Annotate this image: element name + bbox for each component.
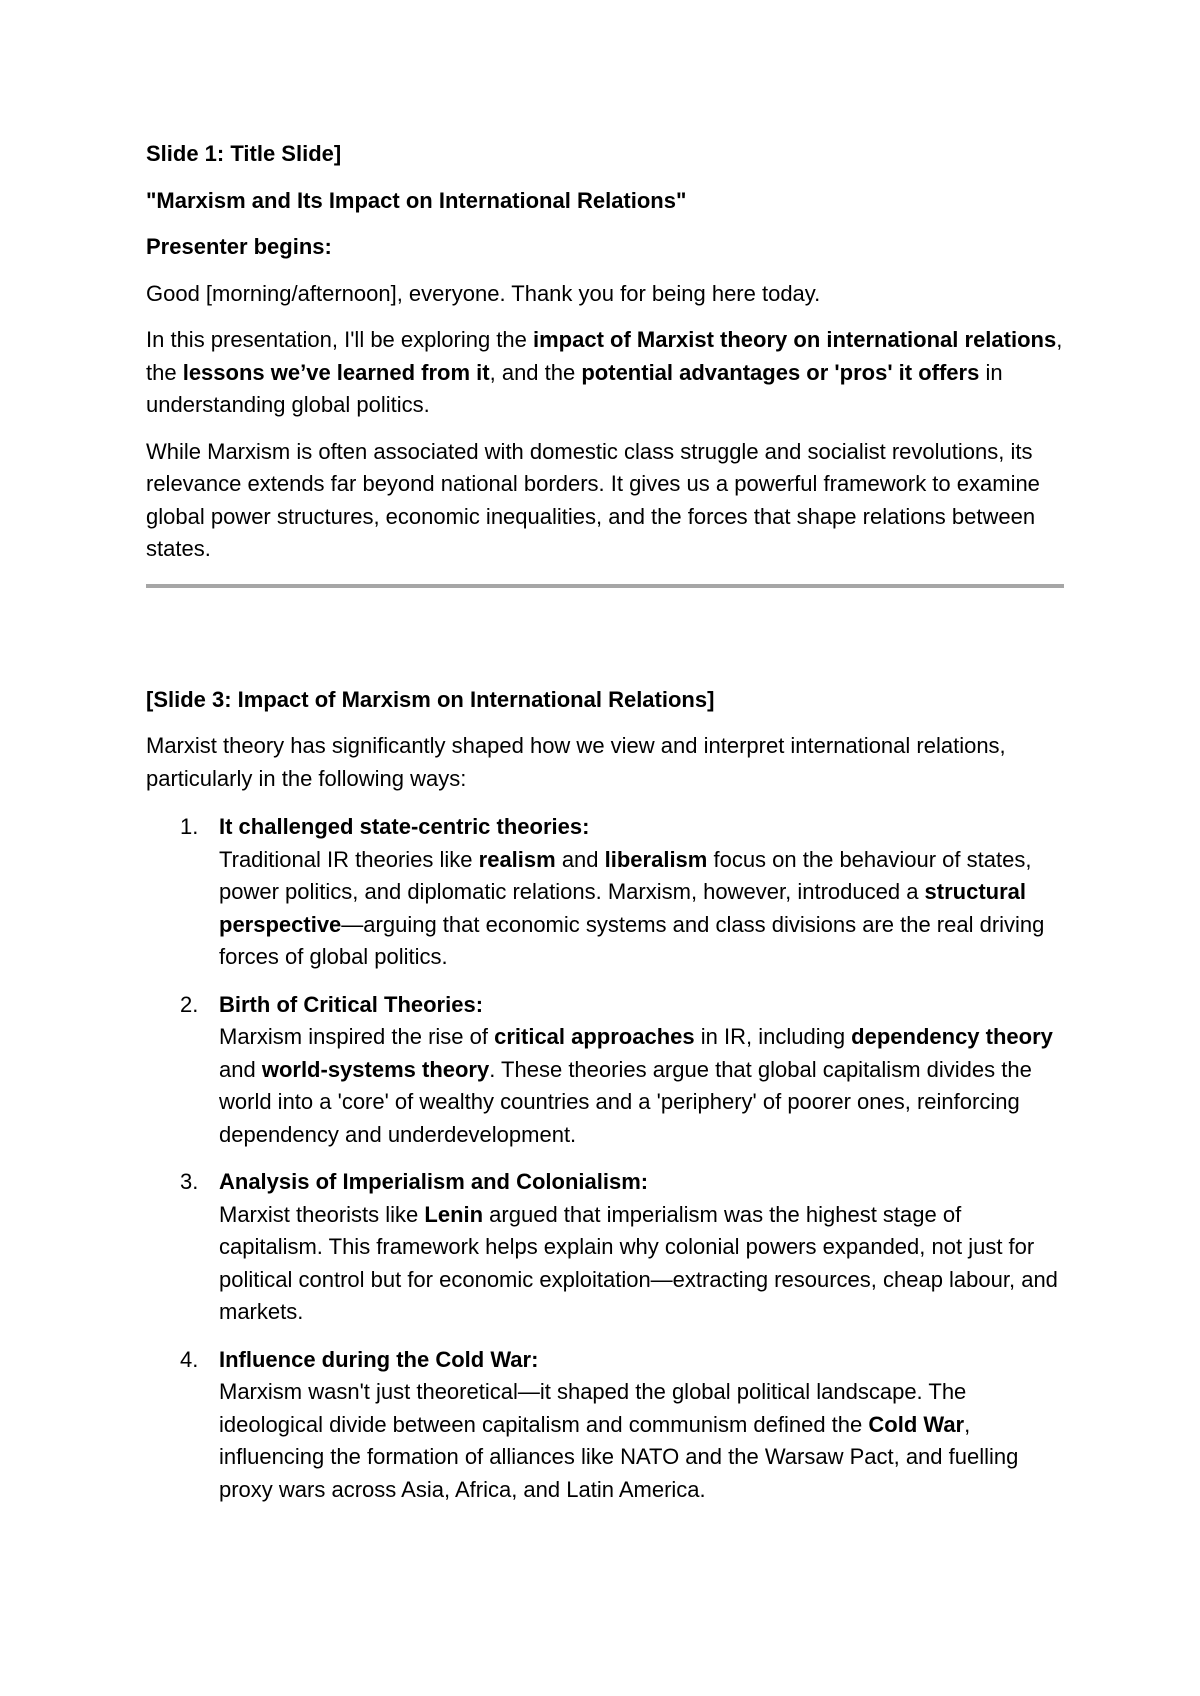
text-run: . These theories argue that global capitalism divides the world into a 'core' of wealthy countries and a 'periphery' of poorer ones, reinforcing dependency and underdevelopment. <box>219 1056 1032 1147</box>
text-run: Marxism inspired the rise of <box>219 1024 495 1049</box>
text-run: —arguing that economic systems and class divisions are the real driving forces of global politics. <box>219 911 1045 969</box>
text-run: Marxism wasn't just theoretical—it shaped the global political landscape. The ideological divide between capitalism and communism defined the <box>219 1379 967 1437</box>
list-item <box>146 989 1066 1152</box>
text-run-bold: realism <box>478 846 556 872</box>
list-item-title: Influence during the Cold War: <box>219 1346 539 1372</box>
text-run: in understanding global politics. <box>146 359 1003 417</box>
impact-list <box>146 811 1066 1506</box>
list-item-body <box>219 1199 1066 1329</box>
list-item-title: Birth of Critical Theories: <box>219 991 484 1017</box>
text-run-bold: Lenin <box>424 1201 484 1227</box>
greeting-paragraph: Good [morning/afternoon], everyone. Thank you for being here today. <box>146 280 821 306</box>
slide3-intro: Marxist theory has significantly shaped how we view and interpret international relations, particularly in the following ways: <box>146 733 1006 791</box>
text-run: , influencing the formation of alliances like NATO and the Warsaw Pact, and fuelling proxy wars across Asia, Africa, and Latin America. <box>219 1411 1019 1502</box>
text-run: , the <box>146 327 1063 385</box>
list-item-title: It challenged state-centric theories: <box>219 814 590 839</box>
text-run-bold: Cold War <box>868 1411 965 1437</box>
list-item-body <box>219 1376 1066 1506</box>
text-run: and <box>219 1056 262 1082</box>
body-paragraph: While Marxism is often associated with domestic class struggle and socialist revolutions, its relevance extends far beyond national borders. It gives us a powerful framework to examine global power structures, economic inequalities, and the forces that shape relations between states. <box>146 438 1040 561</box>
list-item-title: Analysis of Imperialism and Colonialism: <box>219 1169 649 1194</box>
slide1-heading: Slide 1: Title Slide] <box>146 141 342 166</box>
text-run: argued that imperialism was the highest stage of capitalism. This framework helps explain why colonial powers expanded, not just for political control but for economic exploitation—extracting resources, cheap labour, and markets. <box>219 1201 1058 1324</box>
list-number: 2. <box>180 991 199 1017</box>
section-spacer <box>146 588 1066 684</box>
text-run-bold: impact of Marxist theory on international relations <box>533 327 1057 352</box>
slide3-heading: [Slide 3: Impact of Marxism on International Relations] <box>146 686 715 712</box>
list-item <box>146 811 1066 974</box>
text-run-bold: lessons we’ve learned from it <box>182 359 490 385</box>
text-run: in IR, including <box>694 1024 852 1049</box>
text-run-bold: dependency theory <box>851 1024 1053 1049</box>
presenter-label: Presenter begins: <box>146 234 332 259</box>
text-run: focus on the behaviour of states, power politics, and diplomatic relations. Marxism, however, introduced a <box>219 846 1032 904</box>
list-number: 3. <box>180 1169 199 1194</box>
intro-paragraph <box>146 324 1066 422</box>
list-item-body <box>219 1021 1066 1151</box>
list-item <box>146 1166 1066 1329</box>
list-number: 4. <box>180 1346 199 1372</box>
list-item <box>146 1344 1066 1507</box>
text-run: , and the <box>489 359 582 385</box>
text-run: In this presentation, I'll be exploring the <box>146 327 533 352</box>
text-run-bold: critical approaches <box>494 1024 695 1049</box>
text-run-bold: structural perspective <box>219 879 1027 937</box>
text-run: Traditional IR theories like <box>219 846 479 872</box>
presentation-title: "Marxism and Its Impact on International Relations" <box>146 187 687 213</box>
text-run-bold: liberalism <box>604 846 708 872</box>
text-run: and <box>555 846 605 872</box>
text-run-bold: world-systems theory <box>261 1056 490 1082</box>
text-run: Marxist theorists like <box>219 1201 425 1227</box>
list-number: 1. <box>180 814 199 839</box>
document-page <box>146 138 1066 1521</box>
text-run-bold: potential advantages or 'pros' it offers <box>581 359 980 385</box>
list-item-body <box>219 844 1066 974</box>
